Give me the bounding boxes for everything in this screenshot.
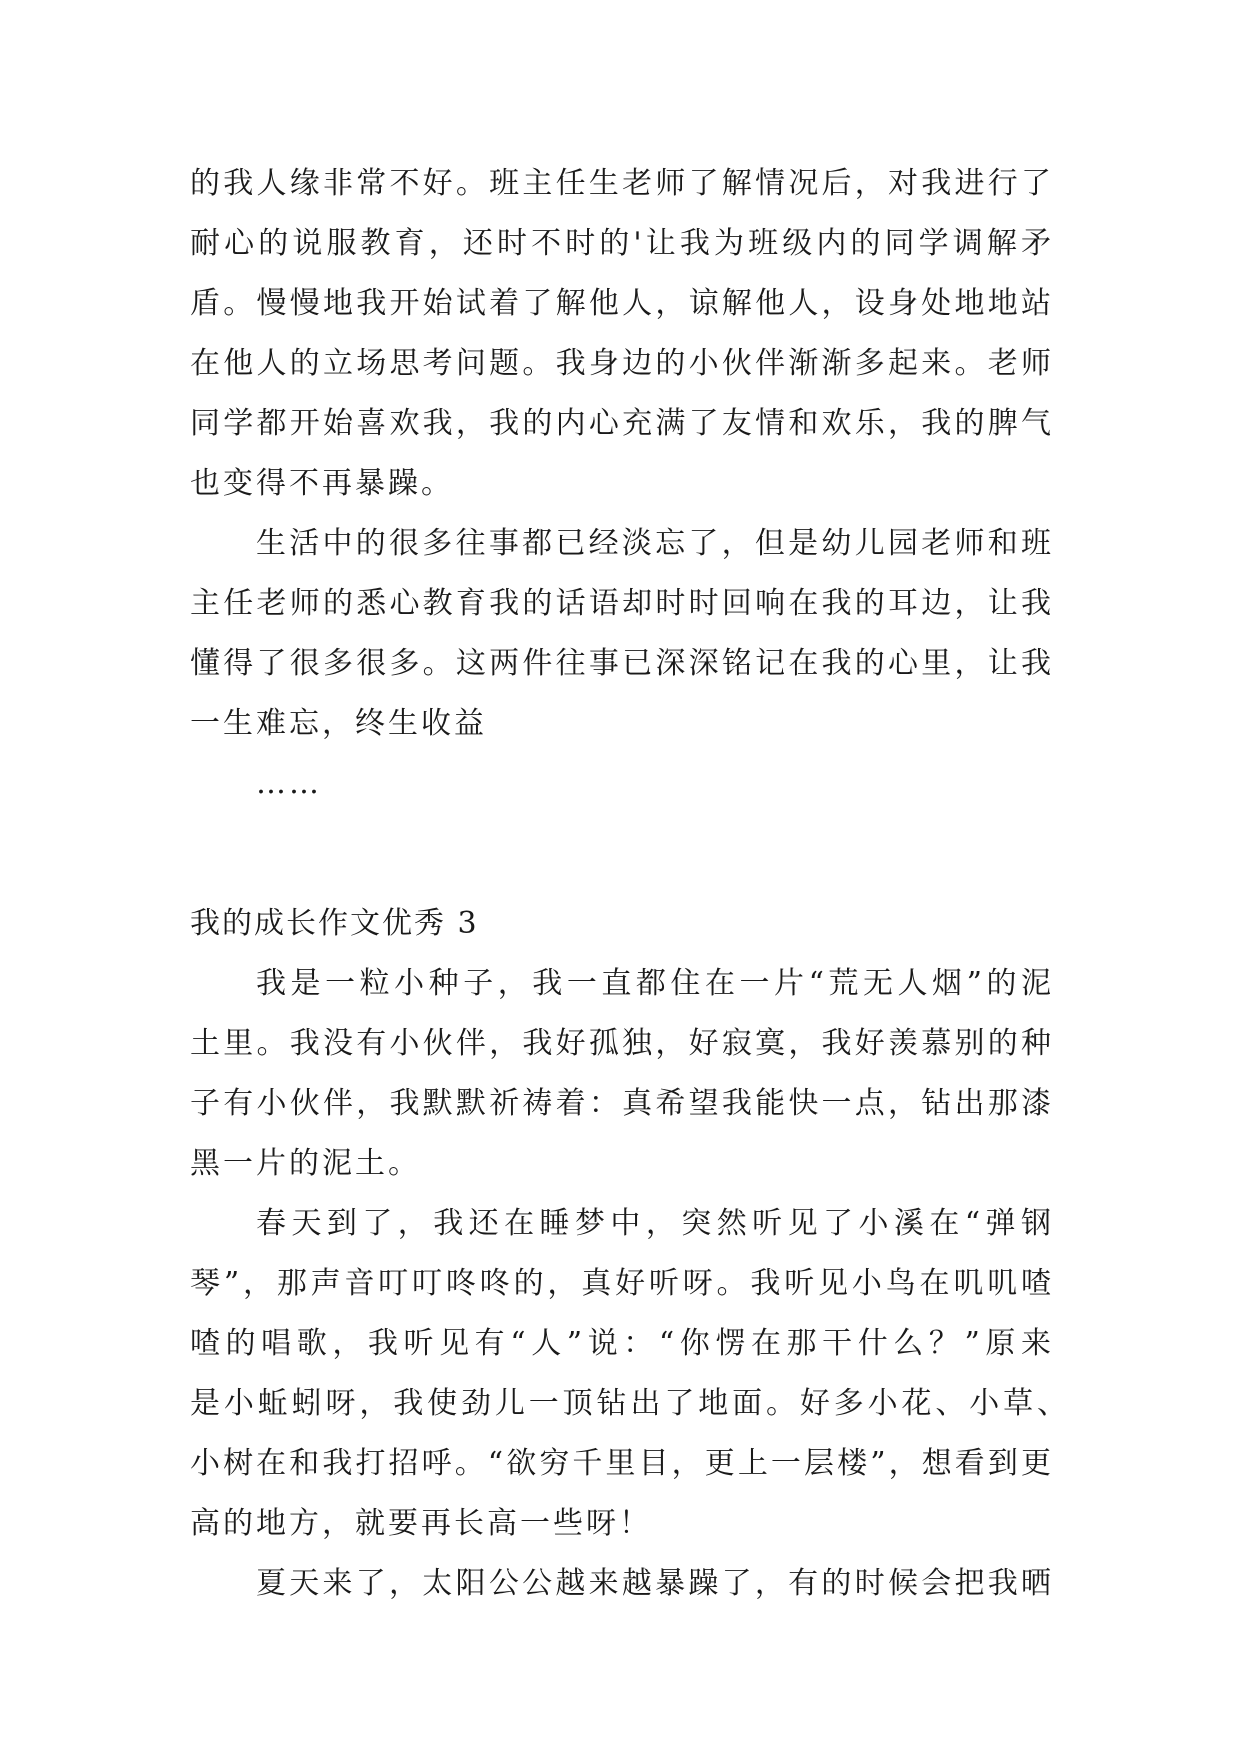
text-line: 喳的唱歌，我听见有“人”说：“你愣在那干什么？”原来 <box>190 1326 1054 1361</box>
section-heading: 我的成长作文优秀 3 <box>190 906 479 941</box>
text-line: 同学都开始喜欢我，我的内心充满了友情和欢乐，我的脾气 <box>190 406 1054 441</box>
text-line: 黑一片的泥土。 <box>190 1146 421 1181</box>
text-line: 高的地方，就要再长高一些呀！ <box>190 1506 652 1541</box>
text-line: 主任老师的悉心教育我的话语却时时回响在我的耳边，让我 <box>190 586 1054 621</box>
text-line: 的我人缘非常不好。班主任生老师了解情况后，对我进行了 <box>190 166 1054 201</box>
text-line: 琴”，那声音叮叮咚咚的，真好听呀。我听见小鸟在叽叽喳 <box>190 1266 1054 1301</box>
text-line: 在他人的立场思考问题。我身边的小伙伴渐渐多起来。老师 <box>190 346 1054 381</box>
text-line: 一生难忘，终生收益 <box>190 706 487 741</box>
paragraph-first-line: 生活中的很多往事都已经淡忘了，但是幼儿园老师和班 <box>256 526 1054 561</box>
text-line: 子有小伙伴，我默默祈祷着：真希望我能快一点，钻出那漆 <box>190 1086 1054 1121</box>
paragraph-first-line: 春天到了，我还在睡梦中，突然听见了小溪在“弹钢 <box>256 1206 1054 1241</box>
text-line: 盾。慢慢地我开始试着了解他人，谅解他人，设身处地地站 <box>190 286 1054 321</box>
text-line: 懂得了很多很多。这两件往事已深深铭记在我的心里，让我 <box>190 646 1054 681</box>
text-line: 是小蚯蚓呀，我使劲儿一顶钻出了地面。好多小花、小草、 <box>190 1386 1070 1421</box>
ellipsis: …… <box>256 766 322 801</box>
text-line: 也变得不再暴躁。 <box>190 466 454 501</box>
paragraph-first-line: 夏天来了，太阳公公越来越暴躁了，有的时候会把我晒 <box>256 1566 1054 1601</box>
paragraph-first-line: 我是一粒小种子，我一直都住在一片“荒无人烟”的泥 <box>256 966 1054 1001</box>
text-line: 小树在和我打招呼。“欲穷千里目，更上一层楼”，想看到更 <box>190 1446 1054 1481</box>
text-line: 土里。我没有小伙伴，我好孤独，好寂寞，我好羡慕别的种 <box>190 1026 1054 1061</box>
text-line: 耐心的说服教育，还时不时的'让我为班级内的同学调解矛 <box>190 226 1054 261</box>
